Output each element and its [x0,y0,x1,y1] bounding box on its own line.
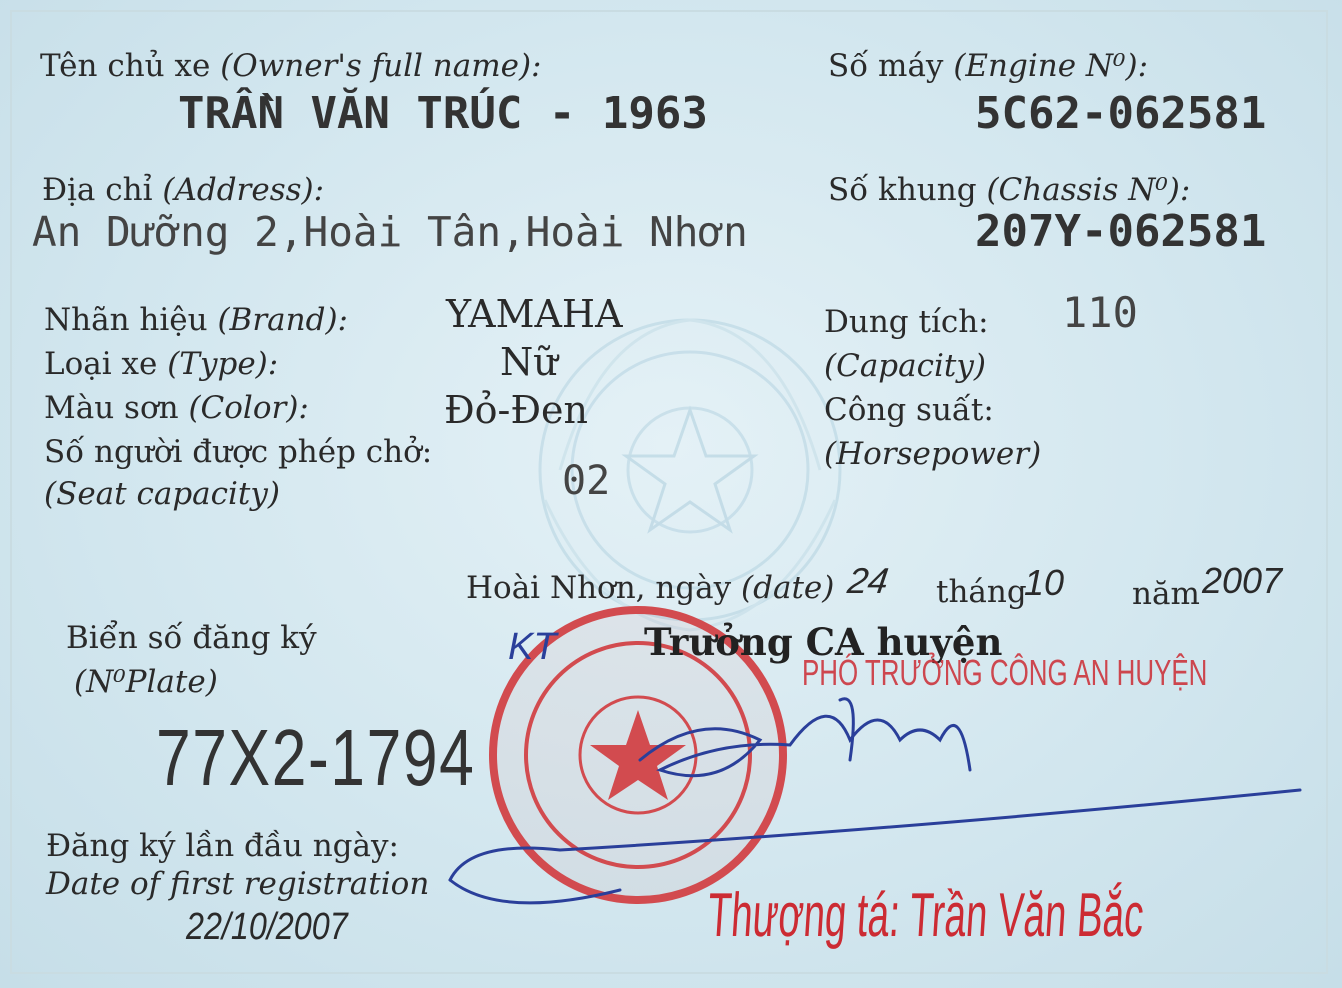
owner-value: TRẦN VĂN TRÚC - 1963 [178,88,708,139]
color-label-en: (Color): [188,390,309,426]
chassis-value: 207Y-062581 [975,206,1267,257]
color-value: Đỏ-Đen [444,388,589,432]
plate-label: Biển số đăng ký [66,620,317,656]
date-month: 10 [1024,562,1065,603]
first-registration-label-en: Date of first registration [46,866,430,902]
capacity-label: Dung tích: [824,304,989,340]
first-registration-label: Đăng ký lần đầu ngày: [46,828,399,864]
type-label-en: (Type): [167,346,279,382]
horsepower-label: Công suất: [824,392,994,428]
type-value: Nữ [500,340,558,384]
capacity-value: 110 [1062,288,1138,337]
date-day: 24 [845,560,891,601]
address-value: An Dưỡng 2,Hoài Tân,Hoài Nhơn [32,208,748,256]
deputy-stamp: PHÓ TRƯỞNG CÔNG AN HUYỆN [802,652,1208,693]
plate-value: 77X2-1794 [156,713,476,802]
seats-value: 02 [562,458,611,504]
brand-value: YAMAHA [446,292,623,336]
address-label-en: (Address): [162,172,325,208]
engine-label-vn: Số máy [828,48,944,84]
plate-label-en: (N⁰Plate) [74,664,218,700]
first-registration-value: 22/10/2007 [186,906,348,948]
date-place-text: Hoài Nhơn, ngày [466,570,732,606]
engine-label-en: (Engine N⁰): [953,48,1149,84]
authority-handwritten-prefix: KT [508,626,557,668]
seats-label-en: (Seat capacity) [44,476,280,512]
date-year: 2007 [1202,560,1283,601]
chassis-label-vn: Số khung [828,172,977,208]
chassis-label-en: (Chassis N⁰): [986,172,1191,208]
brand-label-vn: Nhãn hiệu [44,302,208,338]
date-en-text: (date) [741,570,835,606]
color-label-vn: Màu sơn [44,390,179,426]
officer-stamp: Thượng tá: Trần Văn Bắc [705,881,1146,950]
authority-title: Trưởng CA huyện [644,620,1003,664]
capacity-label-en: (Capacity) [824,348,986,384]
horsepower-label-en: (Horsepower) [824,436,1042,472]
type-label-vn: Loại xe [44,346,158,382]
engine-value: 5C62-062581 [975,88,1267,139]
brand-label-en: (Brand): [217,302,348,338]
address-label-vn: Địa chỉ [42,172,153,208]
seats-label: Số người được phép chở: [44,434,433,470]
month-label: tháng [936,574,1027,610]
owner-label-en: (Owner's full name): [220,48,542,84]
owner-label-vn: Tên chủ xe [40,48,211,84]
year-label: năm [1132,576,1200,612]
